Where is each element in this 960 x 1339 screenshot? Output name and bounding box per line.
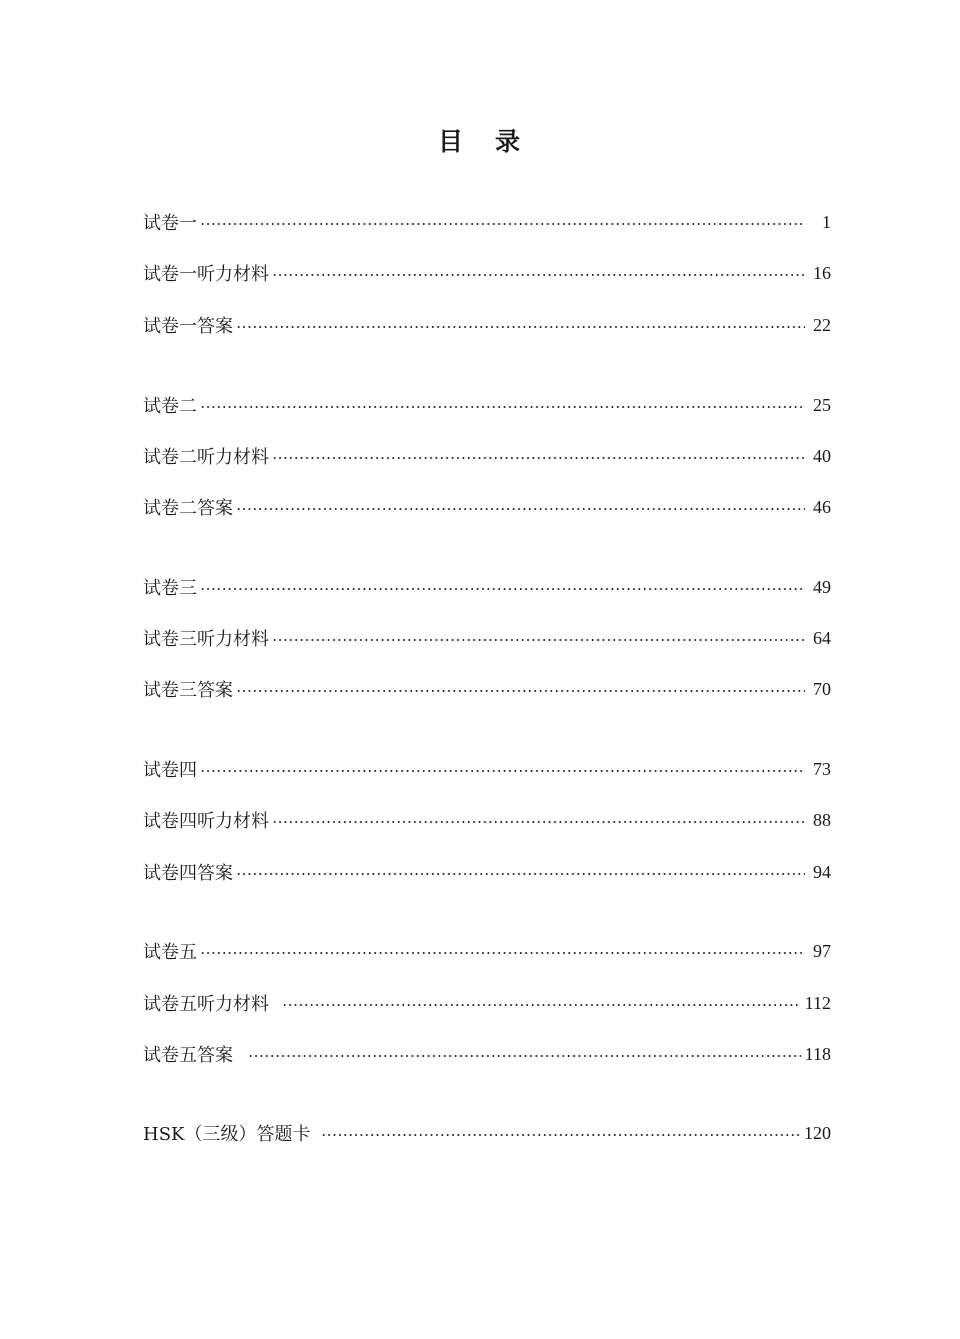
toc-entry[interactable]: [143, 755, 831, 783]
toc-entry-label: HSK（三级）答题卡: [143, 1124, 311, 1145]
toc-leader-dots: [236, 326, 805, 328]
toc-entry-page: 94: [813, 861, 831, 882]
toc-leader-dots: [248, 1055, 801, 1057]
toc-leader-dots: [272, 821, 805, 823]
toc-entry-label: 试卷二答案: [143, 498, 233, 519]
toc-entry-page: 118: [804, 1043, 831, 1064]
toc-entry-page: 112: [804, 992, 831, 1013]
toc-leader-dots: [200, 952, 805, 954]
toc-entry-page: 73: [813, 758, 831, 779]
toc-entry-label: 试卷三答案: [143, 680, 233, 701]
toc-entry-page: 88: [813, 809, 831, 830]
toc-entry-page: 1: [822, 211, 831, 232]
toc-leader-dots: [200, 588, 805, 590]
toc-leader-dots: [200, 770, 805, 772]
toc-entry-label: 试卷一: [143, 213, 197, 234]
toc-entry-label: 试卷二: [143, 396, 197, 417]
toc-entry-page: 49: [813, 576, 831, 597]
toc-leader-dots: [272, 457, 805, 459]
toc-leader-dots: [282, 1004, 801, 1006]
toc-leader-dots: [272, 639, 805, 641]
toc-entry-page: 22: [813, 314, 831, 335]
toc-entry-page: 25: [813, 394, 831, 415]
toc-entry-label: 试卷四: [143, 760, 197, 781]
toc-leader-dots: [200, 406, 805, 408]
toc-leader-dots: [236, 690, 805, 692]
title-char-2: 录: [495, 127, 523, 156]
toc-leader-dots: [200, 223, 805, 225]
toc-entry[interactable]: [143, 391, 831, 419]
toc-entry-page: 16: [813, 262, 831, 283]
toc-entry-page: 97: [813, 940, 831, 961]
toc-entry-page: 120: [804, 1122, 831, 1143]
toc-entry[interactable]: [143, 858, 831, 886]
toc-entry-label: 试卷二听力材料: [143, 447, 269, 468]
toc-entry-label: 试卷四听力材料: [143, 811, 269, 832]
title-char-1: 目: [437, 127, 465, 156]
toc-entry-page: 70: [813, 678, 831, 699]
toc-entry-label: 试卷三: [143, 578, 197, 599]
page-title: [0, 122, 960, 158]
toc-leader-dots: [236, 873, 805, 875]
toc-entry-page: 40: [813, 445, 831, 466]
toc-entry-page: 64: [813, 627, 831, 648]
toc-entry-label: 试卷三听力材料: [143, 629, 269, 650]
toc-entry[interactable]: [143, 311, 831, 339]
toc-entry[interactable]: [143, 573, 831, 601]
toc-entry-page: 46: [813, 496, 831, 517]
toc-entry-label: 试卷五答案: [143, 1045, 233, 1066]
toc-entry-label: 试卷一听力材料: [143, 264, 269, 285]
toc-entry[interactable]: [143, 1040, 831, 1068]
toc-entry[interactable]: [143, 675, 831, 703]
toc-entry[interactable]: [143, 989, 831, 1017]
toc-entry[interactable]: [143, 208, 831, 236]
toc-entry[interactable]: [143, 1119, 831, 1147]
toc-entry[interactable]: [143, 259, 831, 287]
toc-entry[interactable]: [143, 937, 831, 965]
toc-leader-dots: [236, 508, 805, 510]
toc-entry[interactable]: [143, 442, 831, 470]
toc-entry[interactable]: [143, 493, 831, 521]
toc-entry[interactable]: [143, 806, 831, 834]
toc-leader-dots: [321, 1134, 800, 1136]
toc-leader-dots: [272, 274, 805, 276]
toc-entry[interactable]: [143, 624, 831, 652]
toc-entry-label: 试卷四答案: [143, 863, 233, 884]
toc-entry-label: 试卷五: [143, 942, 197, 963]
toc-entry-label: 试卷一答案: [143, 316, 233, 337]
toc-entry-label: 试卷五听力材料: [143, 994, 269, 1015]
